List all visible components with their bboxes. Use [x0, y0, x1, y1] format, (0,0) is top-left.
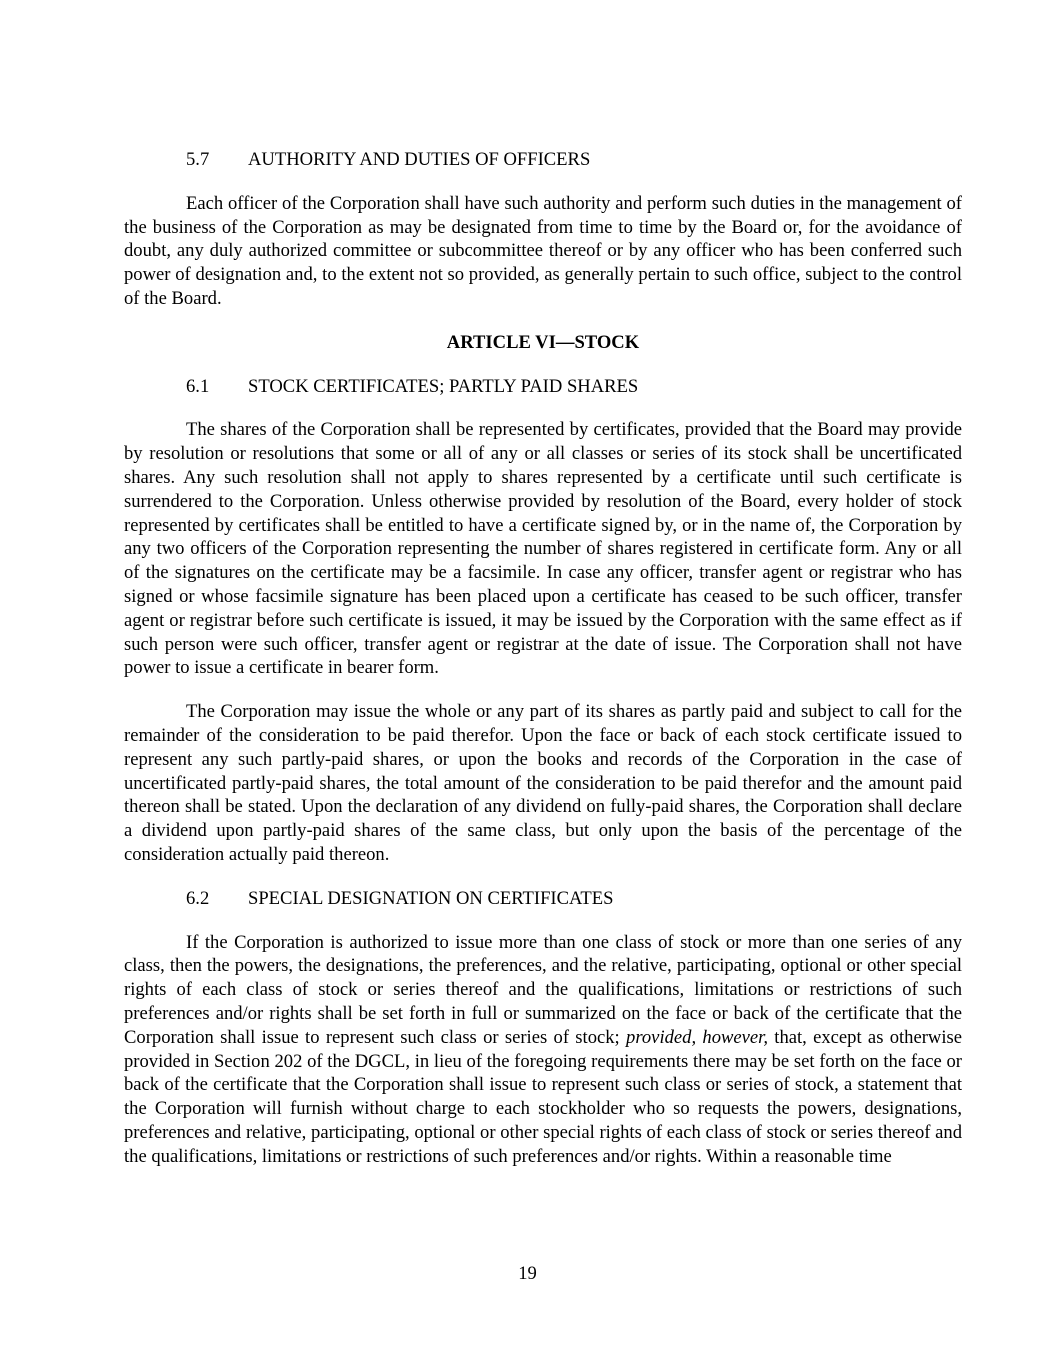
section-heading-6-1	[186, 375, 962, 399]
section-6-1-paragraph-2: The Corporation may issue the whole or any part of its shares as partly paid and subject to call for the remainder of the consideration to be paid therefor. Upon the face or back of each stock certificate issued to represent any such partly-paid shares, or upon the books and records of the Corporation in the case of uncertificated partly-paid shares, the total amount of the consideration to be paid therefor and the amount paid thereon shall be stated. Upon the declaration of any dividend on fully-paid shares, the Corporation shall declare a dividend upon partly-paid shares of the same class, but only upon the basis of the percentage of the consideration actually paid thereon.	[124, 701, 962, 865]
section-title: SPECIAL DESIGNATION ON CERTIFICATES	[248, 887, 614, 909]
section-heading-6-2	[186, 887, 962, 911]
section-6-1-paragraph-1: The shares of the Corporation shall be represented by certificates, provided that the Board may provide by resolution or resolutions that some or all of any or all classes or series of its stock shall be uncertificated shares. Any such resolution shall not apply to shares represented by a certificate until such certificate is surrendered to the Corporation. Unless otherwise provided by resolution of the Board, every holder of stock represented by certificates shall be entitled to have a certificate signed by, or in the name of, the Corporation by any two officers of the Corporation representing the number of shares registered in certificate form. Any or all of the signatures on the certificate may be a facsimile. In case any officer, transfer agent or registrar who has signed or whose facsimile signature has been placed upon a certificate has ceased to be such officer, transfer agent or registrar before such certificate is issued, it may be issued by the Corporation with the same effect as if such person were such officer, transfer agent or registrar at the date of issue. The Corporation shall not have power to issue a certificate in bearer form.	[124, 419, 962, 679]
page-number: 19	[518, 1263, 537, 1284]
section-number: 6.1	[186, 375, 210, 397]
section-title: STOCK CERTIFICATES; PARTLY PAID SHARES	[248, 375, 639, 397]
paragraph-text-end: that, except as otherwise provided in Section 202 of the DGCL, in lieu of the foregoing requirements there may be set forth on the face or back of the certificate that the Corporation shall issue to represent such class or series of stock, a statement that the Corporation will furnish without charge to each stockholder who so requests the powers, designations, preferences and relative, participating, optional or other special rights of each class of stock or series thereof and the qualifications, limitations or restrictions of such preferences and/or rights. Within a reasonable time	[124, 1026, 963, 1167]
section-number: 5.7	[186, 149, 210, 170]
section-title: AUTHORITY AND DUTIES OF OFFICERS	[248, 149, 591, 170]
article-heading: ARTICLE VI—STOCK	[446, 331, 640, 353]
section-5-7-paragraph: Each officer of the Corporation shall have such authority and perform such duties in the management of the business of the Corporation as may be designated from time to time by the Board or, for the avoidance of doubt, any duly authorized committee or subcommittee thereof or by any officer who has been conferred such power of designation and, to the extent not so provided, as generally pertain to such office, subject to the control of the Board.	[124, 192, 962, 309]
document-page	[124, 148, 962, 1188]
paragraph-text-start: If the Corporation is authorized to issue more than one class of stock or more than one series of any class, then the powers, the designations, the preferences, and the relative, participating, optional or other special rights of each class of stock or series thereof and the qualifications, limitations or restrictions of such preferences and/or rights shall be set forth in full or summarized on the face or back of the certificate that the Corporation shall issue to represent such class or series of stock;	[124, 931, 962, 1048]
section-heading-5-7	[186, 148, 962, 172]
proviso-italic: provided, however,	[626, 1026, 768, 1048]
section-number: 6.2	[186, 887, 210, 909]
section-6-2-paragraph	[124, 931, 962, 1169]
